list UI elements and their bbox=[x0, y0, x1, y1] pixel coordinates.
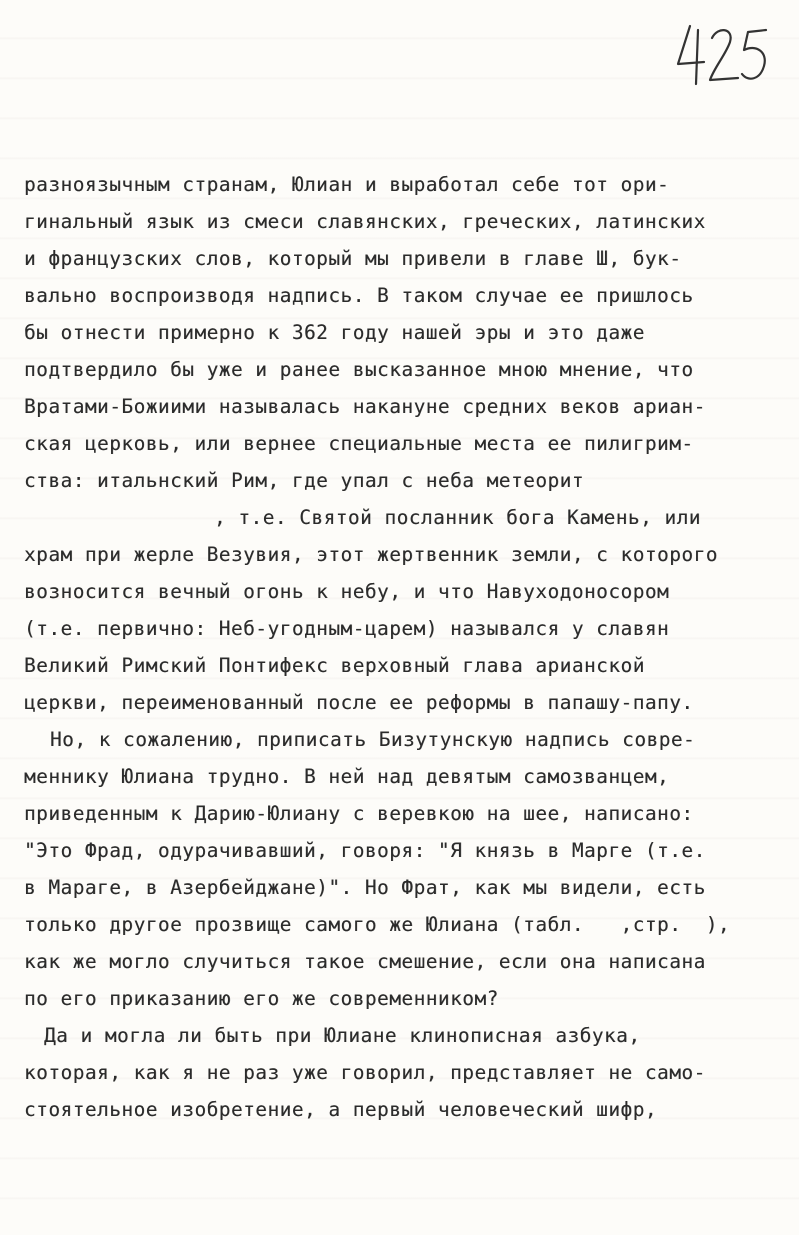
text-line: которая, как я не раз уже говорил, представляет не само- bbox=[24, 1061, 706, 1084]
text-line: ства: итальнский Рим, где упал с неба метеорит bbox=[24, 469, 585, 492]
text-line: , т.е. Святой посланник бога Камень, или bbox=[214, 506, 701, 529]
text-line: Великий Римский Понтифекс верховный глава арианской bbox=[24, 654, 645, 677]
text-line: Вратами-Божиими называлась накануне средних веков ариан- bbox=[24, 395, 706, 418]
text-line: храм при жерле Везувия, этот жертвенник земли, с которого bbox=[24, 543, 718, 566]
text-line: только другое прозвище самого же Юлиана (табл. ,стр. ), bbox=[24, 913, 731, 936]
text-line: меннику Юлиана трудно. В ней над девятым самозванцем, bbox=[24, 765, 670, 788]
text-line: стоятельное изобретение, а первый человеческий шифр, bbox=[24, 1098, 658, 1121]
text-line: в Мараге, в Азербейджане)". Но Фрат, как мы видели, есть bbox=[24, 876, 706, 899]
text-line: по его приказанию его же современником? bbox=[24, 987, 499, 1010]
text-line: как же могло случиться такое смешение, если она написана bbox=[24, 950, 706, 973]
text-line: разноязычным странам, Юлиан и выработал себе тот ори- bbox=[24, 173, 670, 196]
text-line: гинальный язык из смеси славянских, греческих, латинских bbox=[24, 210, 706, 233]
text-line: подтвердило бы уже и ранее высказанное мною мнение, что bbox=[24, 358, 694, 381]
text-line: приведенным к Дарию-Юлиану с веревкою на шее, написано: bbox=[24, 802, 694, 825]
text-line: "Это Фрад, одурачивавший, говоря: "Я князь в Марге (т.е. bbox=[24, 839, 706, 862]
typed-text-body bbox=[24, 166, 784, 1128]
paragraph-start-line: Но, к сожалению, приписать Бизутунскую надпись совре- bbox=[50, 728, 696, 751]
handwritten-page-number bbox=[668, 8, 778, 88]
text-line: (т.е. первично: Неб-угодным-царем) назывался у славян bbox=[24, 617, 670, 640]
handwritten-page-number-ink bbox=[668, 8, 778, 88]
text-line: и французских слов, который мы привели в главе Ш, бук- bbox=[24, 247, 682, 270]
text-line: возносится вечный огонь к небу, и что Навуходоносором bbox=[24, 580, 670, 603]
text-line: бы отнести примерно к 362 году нашей эры и это даже bbox=[24, 321, 645, 344]
text-line: церкви, переименованный после ее реформы в папашу-папу. bbox=[24, 691, 694, 714]
text-line: ская церковь, или вернее специальные места ее пилигрим- bbox=[24, 432, 694, 455]
text-line: вально воспроизводя надпись. В таком случае ее пришлось bbox=[24, 284, 694, 307]
paragraph-start-line: Да и могла ли быть при Юлиане клинописная азбука, bbox=[44, 1024, 641, 1047]
